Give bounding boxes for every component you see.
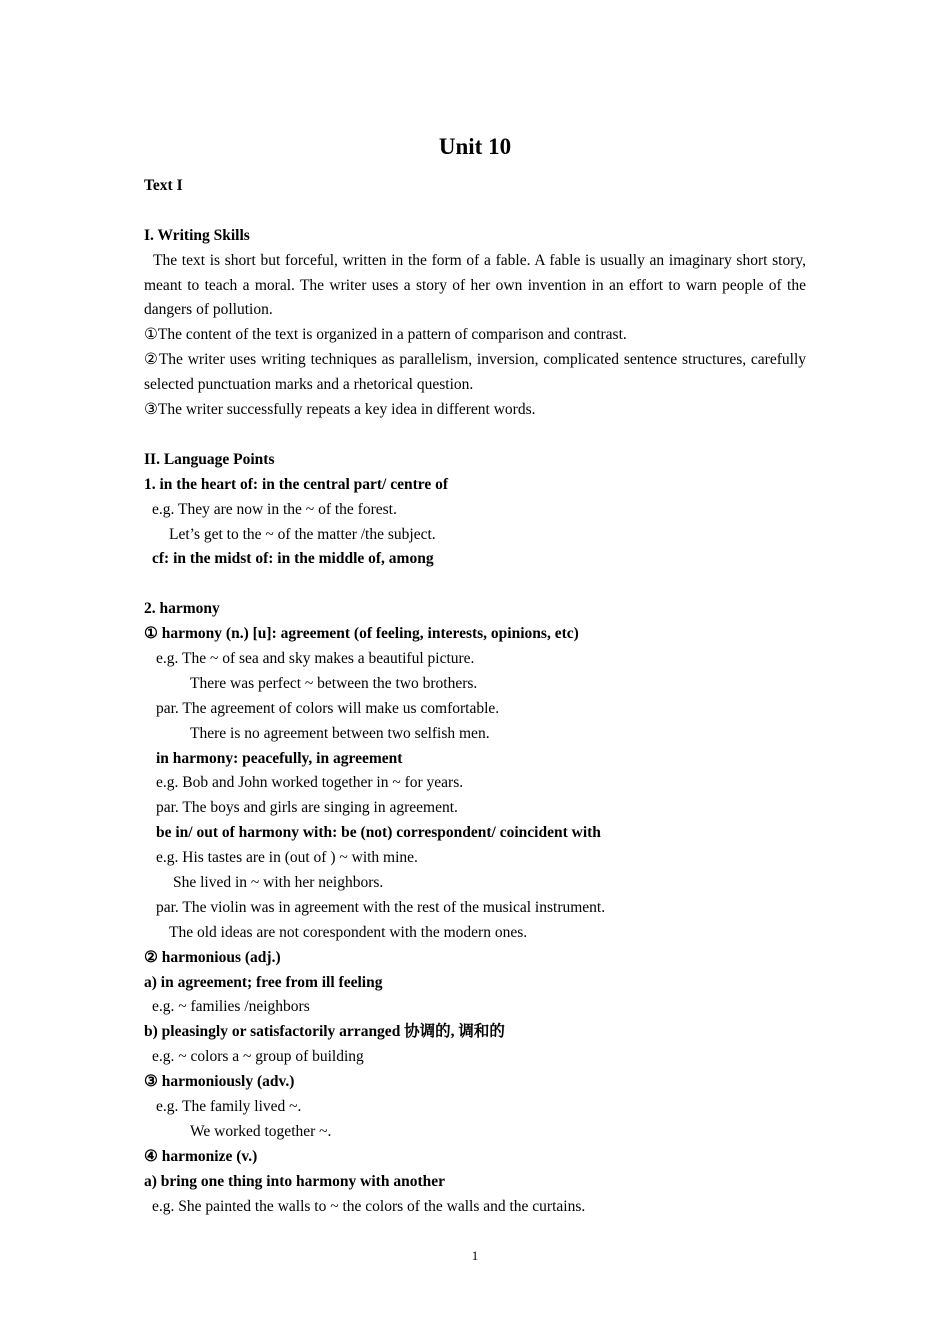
text-label: Text I [144,177,183,194]
example-line: e.g. His tastes are in (out of ) ~ with mine. [156,849,418,867]
example-line: She lived in ~ with her neighbors. [173,874,384,892]
sub-heading: ④ harmonize (v.) [144,1147,258,1165]
compare-line: cf: in the midst of: in the middle of, among [152,550,434,568]
writing-skills-paragraph: The text is short but forceful, written in the form of a fable. A fable is usually an imaginary short story, meant to teach a moral. The writer uses a story of her own invention in an effort to warn people of the dangers of pollution. [144,251,806,319]
paraphrase-line: par. The violin was in agreement with the rest of the musical instrument. [156,898,606,916]
item-heading: 1. in the heart of: in the central part/ centre of [144,475,449,493]
page-number: 1 [471,1248,479,1263]
section-heading-writing-skills: I. Writing Skills [144,226,250,244]
phrase-line: be in/ out of harmony with: be (not) correspondent/ coincident with [156,824,601,842]
writing-skills-point-3: ③The writer successfully repeats a key idea in different words. [144,401,536,419]
phrase-line: in harmony: peacefully, in agreement [156,749,403,767]
document-body [144,174,806,1219]
example-line: e.g. They are now in the ~ of the forest. [152,500,397,518]
section-heading-language-points: II. Language Points [144,450,275,468]
sub-heading: ② harmonious (adj.) [144,948,281,966]
example-line: e.g. She painted the walls to ~ the colors of the walls and the curtains. [152,1197,586,1215]
paraphrase-line: par. The agreement of colors will make us comfortable. [156,699,500,717]
writing-skills-point-1: ①The content of the text is organized in a pattern of comparison and contrast. [144,326,627,344]
definition-line: b) pleasingly or satisfactorily arranged 协调的, 调和的 [144,1023,505,1041]
spacer [144,572,806,597]
sub-heading: ③ harmoniously (adv.) [144,1073,295,1091]
page-title: Unit 10 [438,134,512,159]
spacer [144,423,806,448]
paraphrase-line: There is no agreement between two selfish men. [190,724,490,742]
example-line: We worked together ~. [190,1122,332,1140]
paraphrase-line: The old ideas are not corespondent with the modern ones. [169,923,528,941]
example-line: e.g. ~ families /neighbors [152,998,310,1016]
item-heading: 2. harmony [144,600,220,618]
example-line: Let’s get to the ~ of the matter /the subject. [169,525,436,543]
example-line: e.g. The family lived ~. [156,1098,302,1116]
spacer [144,199,806,224]
example-line: e.g. ~ colors a ~ group of building [152,1048,364,1066]
sub-heading: ① harmony (n.) [u]: agreement (of feeling, interests, opinions, etc) [144,625,579,643]
example-line: e.g. The ~ of sea and sky makes a beautiful picture. [156,650,475,667]
definition-line: a) bring one thing into harmony with another [144,1172,445,1190]
paraphrase-line: par. The boys and girls are singing in agreement. [156,799,458,817]
example-line: e.g. Bob and John worked together in ~ for years. [156,774,464,792]
writing-skills-point-2: ②The writer uses writing techniques as parallelism, inversion, complicated sentence structures, carefully selected punctuation marks and a rhetorical question. [144,351,806,394]
definition-line: a) in agreement; free from ill feeling [144,973,383,991]
example-line: There was perfect ~ between the two brothers. [190,674,478,692]
